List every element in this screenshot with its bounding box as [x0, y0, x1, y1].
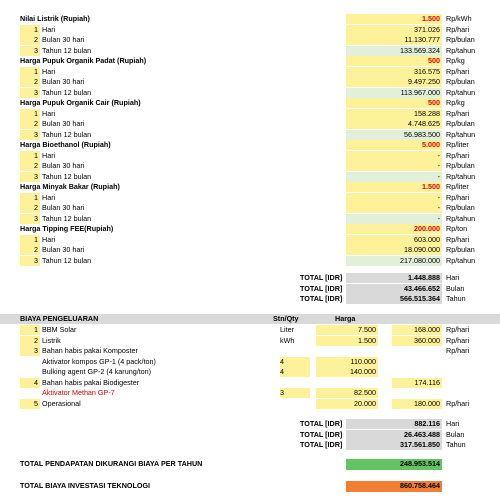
expense-unit[interactable]: Rp/hari [446, 335, 470, 345]
total-value[interactable]: 317.561.850 [346, 440, 442, 450]
expense-title[interactable]: BIAYA PENGELUARAN [20, 314, 99, 323]
expense-value[interactable]: 168.000 [392, 325, 442, 335]
item-value[interactable]: - [346, 172, 442, 182]
section-title[interactable]: Harga Pupuk Organik Padat (Rupiah) [20, 56, 147, 65]
total-value[interactable]: 882.116 [346, 419, 442, 429]
income-item-row [0, 88, 500, 98]
item-unit[interactable]: Rp/bulan [446, 245, 475, 254]
income-section-header [0, 182, 500, 192]
expense-total-row [0, 430, 500, 440]
income-item-row [0, 119, 500, 129]
item-label[interactable]: Tahun 12 bulan [42, 255, 92, 265]
total-value[interactable]: 566.515.364 [346, 294, 442, 304]
section-title[interactable]: Harga Minyak Bakar (Rupiah) [20, 182, 120, 191]
expense-row [0, 336, 500, 346]
item-unit[interactable]: Rp/tahun [446, 213, 476, 223]
item-label[interactable]: Hari [42, 24, 56, 34]
income-total-row [0, 273, 500, 283]
expense-row [0, 346, 500, 356]
item-value[interactable]: - [346, 161, 442, 171]
item-value[interactable]: 18.090.000 [346, 245, 442, 255]
total-unit[interactable]: Tahun [446, 294, 466, 303]
expense-total-row [0, 419, 500, 429]
total-label[interactable]: TOTAL [IDR] [300, 294, 343, 303]
income-item-row [0, 214, 500, 224]
item-unit[interactable]: Rp/bulan [446, 77, 475, 86]
item-unit[interactable]: Rp/hari [446, 150, 470, 160]
section-title[interactable]: Harga Pupuk Organik Cair (Rupiah) [20, 98, 141, 107]
expense-label[interactable]: Bahan habis pakai Komposter [42, 346, 138, 355]
item-value[interactable]: 9.497.250 [346, 77, 442, 87]
expense-price[interactable]: 7.500 [316, 325, 378, 335]
item-label[interactable]: Tahun 12 bulan [42, 171, 92, 181]
income-section-header [0, 14, 500, 24]
expense-number[interactable]: 5 [20, 399, 40, 409]
section-rate-unit[interactable]: Rp/liter [446, 182, 469, 191]
item-value[interactable]: 158.288 [346, 109, 442, 119]
item-label[interactable]: Tahun 12 bulan [42, 45, 92, 55]
section-rate-unit[interactable]: Rp/kg [446, 98, 465, 107]
item-number[interactable]: 1 [20, 235, 40, 245]
item-value[interactable]: 4.748.625 [346, 119, 442, 129]
section-rate-unit[interactable]: Rp/kg [446, 56, 465, 65]
income-item-row [0, 46, 500, 56]
item-label[interactable]: Bulan 30 hari [42, 203, 85, 212]
item-value[interactable]: 11.130.777 [346, 35, 442, 45]
income-item-row [0, 161, 500, 171]
total-unit[interactable]: Hari [446, 273, 460, 282]
income-section-header [0, 98, 500, 108]
item-number[interactable]: 3 [20, 130, 40, 140]
expense-total-row [0, 440, 500, 450]
item-unit[interactable]: Rp/hari [446, 66, 470, 76]
item-value[interactable]: 316.575 [346, 67, 442, 77]
income-item-row [0, 25, 500, 35]
item-label[interactable]: Bulan 30 hari [42, 161, 85, 170]
item-value[interactable]: - [346, 203, 442, 213]
total-value[interactable]: 26.463.488 [346, 430, 442, 440]
item-unit[interactable]: Rp/hari [446, 24, 470, 34]
income-item-row [0, 172, 500, 182]
total-unit[interactable]: Bulan [446, 429, 465, 439]
total-label[interactable]: TOTAL [IDR] [300, 283, 343, 293]
item-number[interactable]: 2 [20, 35, 40, 45]
section-title[interactable]: Harga Bioethanol (Rupiah) [20, 140, 111, 149]
expense-price[interactable]: 1.500 [316, 336, 378, 346]
item-label[interactable]: Hari [42, 150, 56, 160]
total-label[interactable]: TOTAL [IDR] [300, 429, 343, 439]
item-unit[interactable]: Rp/hari [446, 192, 470, 202]
expense-unit[interactable]: Rp/hari [446, 346, 470, 355]
item-value[interactable]: - [346, 151, 442, 161]
item-label[interactable]: Hari [42, 66, 56, 76]
total-label[interactable]: TOTAL [IDR] [300, 273, 343, 282]
item-number[interactable]: 3 [20, 256, 40, 266]
income-item-row [0, 151, 500, 161]
expense-qty[interactable]: 3 [280, 388, 310, 398]
net-value[interactable]: 248.953.514 [346, 459, 442, 470]
section-rate-unit[interactable]: Rp/ton [446, 224, 468, 233]
item-value[interactable]: 56.983.500 [346, 130, 442, 140]
net-label[interactable]: TOTAL PENDAPATAN DIKURANGI BIAYA PER TAHUN [20, 459, 203, 468]
section-rate-unit[interactable]: Rp/kWh [446, 14, 472, 23]
expense-label[interactable]: Operasional [42, 398, 81, 408]
total-unit[interactable]: Bulan [446, 283, 465, 293]
item-value[interactable]: 113.967.000 [346, 88, 442, 98]
expense-row [0, 399, 500, 409]
expense-label[interactable]: Bulking agent GP-2 (4 karung/ton) [42, 367, 152, 376]
item-unit[interactable]: Rp/tahun [446, 171, 476, 181]
item-unit[interactable]: Rp/bulan [446, 203, 475, 212]
expense-qty[interactable]: Liter [280, 325, 294, 334]
item-value[interactable]: 603.000 [346, 235, 442, 245]
expense-price[interactable]: 20.000 [316, 399, 378, 409]
item-label[interactable]: Hari [42, 192, 56, 202]
item-number[interactable]: 2 [20, 161, 40, 171]
total-label[interactable]: TOTAL [IDR] [300, 440, 343, 449]
expense-qty-header[interactable]: Stn/Qty [273, 314, 299, 323]
expense-number[interactable]: 4 [20, 378, 40, 388]
income-item-row [0, 67, 500, 77]
item-number[interactable]: 1 [20, 193, 40, 203]
expense-row [0, 357, 500, 367]
expense-row [0, 378, 500, 388]
item-value[interactable]: - [346, 193, 442, 203]
expense-label[interactable]: Aktivator Methan GP-7 [42, 388, 115, 397]
section-title[interactable]: Harga Tipping FEE(Rupiah) [20, 224, 114, 233]
expense-qty[interactable]: 4 [280, 367, 310, 377]
item-label[interactable]: Bulan 30 hari [42, 35, 85, 44]
expense-label[interactable]: Aktivator kompos GP-1 (4 pack/ton) [42, 356, 156, 366]
expense-unit[interactable]: Rp/hari [446, 398, 470, 408]
item-number[interactable]: 3 [20, 46, 40, 56]
item-value[interactable]: 133.569.324 [346, 46, 442, 56]
item-label[interactable]: Tahun 12 bulan [42, 213, 92, 223]
section-rate[interactable]: 200.000 [346, 224, 442, 234]
expense-price[interactable]: 110.000 [316, 357, 378, 367]
income-item-row [0, 203, 500, 213]
income-section-header [0, 224, 500, 234]
item-number[interactable]: 2 [20, 245, 40, 255]
section-rate-unit[interactable]: Rp/liter [446, 140, 469, 149]
income-item-row [0, 130, 500, 140]
section-rate[interactable]: 5.000 [346, 140, 442, 150]
section-title[interactable]: Nilai Listrik (Rupiah) [20, 14, 90, 23]
item-unit[interactable]: Rp/bulan [446, 35, 475, 44]
item-label[interactable]: Hari [42, 108, 56, 118]
expense-qty[interactable]: kWh [280, 335, 295, 345]
income-section-header [0, 56, 500, 66]
item-number[interactable]: 1 [20, 25, 40, 35]
item-number[interactable]: 3 [20, 172, 40, 182]
item-number[interactable]: 1 [20, 67, 40, 77]
expense-price-header[interactable]: Harga [335, 314, 356, 323]
item-unit[interactable]: Rp/tahun [446, 87, 476, 97]
income-item-row [0, 193, 500, 203]
total-unit[interactable]: Tahun [446, 440, 466, 449]
item-unit[interactable]: Rp/tahun [446, 255, 476, 265]
item-unit[interactable]: Rp/hari [446, 234, 470, 244]
item-number[interactable]: 1 [20, 109, 40, 119]
item-label[interactable]: Tahun 12 bulan [42, 129, 92, 139]
section-rate[interactable]: 500 [346, 56, 442, 66]
item-number[interactable]: 3 [20, 214, 40, 224]
total-value[interactable]: 43.466.652 [346, 284, 442, 294]
item-number[interactable]: 2 [20, 203, 40, 213]
invest-value[interactable]: 860.758.464 [346, 481, 442, 492]
item-number[interactable]: 3 [20, 88, 40, 98]
expense-unit[interactable]: Rp/hari [446, 325, 470, 334]
expense-header [0, 314, 500, 324]
item-label[interactable]: Bulan 30 hari [42, 245, 85, 254]
section-rate[interactable]: 500 [346, 98, 442, 108]
item-number[interactable]: 1 [20, 151, 40, 161]
expense-row [0, 367, 500, 377]
total-label[interactable]: TOTAL [IDR] [300, 419, 343, 428]
expense-number[interactable]: 3 [20, 346, 40, 356]
income-item-row [0, 245, 500, 255]
section-rate[interactable]: 1.500 [346, 182, 442, 192]
expense-label[interactable]: BBM Solar [42, 325, 77, 334]
income-total-row [0, 294, 500, 304]
summary-net-row [0, 459, 500, 469]
expense-number[interactable]: 1 [20, 325, 40, 335]
income-item-row [0, 109, 500, 119]
expense-price[interactable]: 140.000 [316, 367, 378, 377]
item-label[interactable]: Bulan 30 hari [42, 77, 85, 86]
item-value[interactable]: 371.026 [346, 25, 442, 35]
income-item-row [0, 256, 500, 266]
expense-label[interactable]: Listrik [42, 335, 61, 345]
expense-value[interactable]: 360.000 [392, 336, 442, 346]
section-rate[interactable]: 1.500 [346, 14, 442, 24]
income-item-row [0, 235, 500, 245]
expense-value[interactable]: 180.000 [392, 399, 442, 409]
income-total-row [0, 284, 500, 294]
expense-row [0, 325, 500, 335]
income-section-header [0, 140, 500, 150]
item-label[interactable]: Tahun 12 bulan [42, 87, 92, 97]
item-value[interactable]: - [346, 214, 442, 224]
item-number[interactable]: 2 [20, 77, 40, 87]
expense-price[interactable]: 82.500 [316, 388, 378, 398]
total-value[interactable]: 1.448.888 [346, 273, 442, 283]
item-unit[interactable]: Rp/tahun [446, 45, 476, 55]
expense-qty[interactable]: 4 [280, 357, 310, 367]
expense-value[interactable]: 174.116 [392, 378, 442, 388]
item-unit[interactable]: Rp/tahun [446, 129, 476, 139]
item-unit[interactable]: Rp/bulan [446, 119, 475, 128]
summary-invest-row [0, 481, 500, 491]
total-unit[interactable]: Hari [446, 419, 460, 428]
expense-number[interactable]: 2 [20, 336, 40, 346]
item-unit[interactable]: Rp/bulan [446, 161, 475, 170]
invest-label[interactable]: TOTAL BIAYA INVESTASI TEKNOLOGI [20, 481, 151, 490]
item-label[interactable]: Bulan 30 hari [42, 119, 85, 128]
item-unit[interactable]: Rp/hari [446, 108, 470, 118]
item-number[interactable]: 2 [20, 119, 40, 129]
expense-row [0, 388, 500, 398]
expense-label[interactable]: Bahan habis pakai Biodigester [42, 377, 140, 387]
item-value[interactable]: 217.080.000 [346, 256, 442, 266]
income-item-row [0, 77, 500, 87]
item-label[interactable]: Hari [42, 234, 56, 244]
income-item-row [0, 35, 500, 45]
